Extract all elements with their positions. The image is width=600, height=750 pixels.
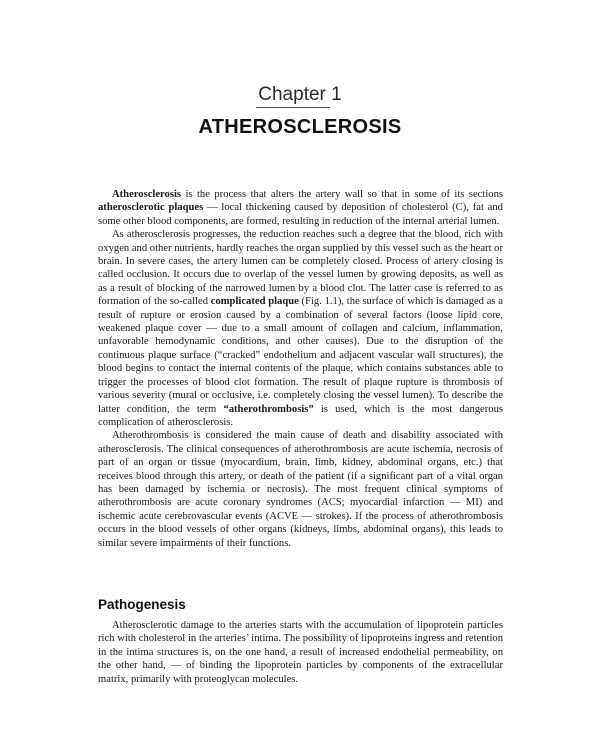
chapter-underline xyxy=(256,107,330,108)
section-heading-pathogenesis: Pathogenesis xyxy=(98,597,186,612)
term-complicated-plaque: complicated plaque xyxy=(210,296,299,308)
paragraph-pathogenesis: Atherosclerotic damage to the arteries starts with the accumulation of lipoprotein particles rich with cholesterol in the arteries’ intima. The possibility of lipoproteins ingress and retention in the intima structures is, on the one hand, a result of increased endothelial permeability, on the other hand, — of binding the lipoprotein particles by components of the extracellular matrix, primarily with proteoglycan molecules. xyxy=(98,620,503,685)
paragraph-definition: Atherosclerosis is the process that alters the artery wall so that in some of its sections atherosclerotic plaques — local thickening caused by deposition of cholesterol (C), fat and some other blood components, are formed, resulting in reduction of the internal arterial lumen. xyxy=(98,189,503,227)
term-atherosclerotic-plaques: atherosclerotic plaques xyxy=(98,202,204,214)
chapter-title: ATHEROSCLEROSIS xyxy=(198,116,402,138)
paragraph-atherothrombosis: Atherothrombosis is considered the main cause of death and disability associated with atherosclerosis. The clinical consequences of atherothrombosis are acute ischemia, necrosis of part of an organ or tissue (myocardium, brain, limb, kidney, abdominal organs, etc.) that receives blood through this artery, or death of the patient (if a significant part of a vital organ has been damaged by ischemia or necrosis). The most frequent clinical symptoms of atherothrombosis are acute coronary syndromes (ACS; myocardial infarction — MI) and ischemic acute cerebrovascular events (ACVE — strokes). If the process of atherothrombosis occurs in the blood vessels of other organs (kidneys, limbs, abdominal organs), this leads to similar severe impairments of their functions. xyxy=(98,430,503,549)
intro-text xyxy=(98,188,503,550)
term-atherosclerosis: Atherosclerosis xyxy=(112,189,182,200)
chapter-number: Chapter 1 xyxy=(258,84,342,105)
paragraph-progression: As atherosclerosis progresses, the reduction reaches such a degree that the blood, rich with oxygen and other nutrients, hardly reaches the organ supplied by this vessel such as the heart or brain. In severe cases, the artery lumen can be completely closed. Process of artery closing is called occlusion. It occurs due to overlap of the vessel lumen by growing deposits, as well as as a result of blocking of the narrowed lumen by a blood clot. The latter case is referred to as formation of the so-called complicated plaque (Fig. 1.1), the surface of which is damaged as a result of rupture or erosion caused by a combination of several factors (loose lipid core, weakened plaque cover — due to a small amount of collagen and calcium, inflammation, unfavorable hemodynamic conditions, and other causes). Due to the disruption of the continuous plaque surface (“cracked” endothelium and adjacent vascular wall structures), the blood begins to contact the internal contents of the plaque, which contains substances able to trigger the processes of blood clot formation. The result of plaque rupture is thrombosis of various severity (mural or occlusive, i.e. completely closing the vessel lumen). To describe the latter condition, the term “atherothrombosis” is used, which is the most dangerous complication of atherosclerosis. xyxy=(98,229,503,428)
term-atherothrombosis: “atherothrombosis” xyxy=(223,403,314,415)
pathogenesis-text xyxy=(98,619,503,686)
